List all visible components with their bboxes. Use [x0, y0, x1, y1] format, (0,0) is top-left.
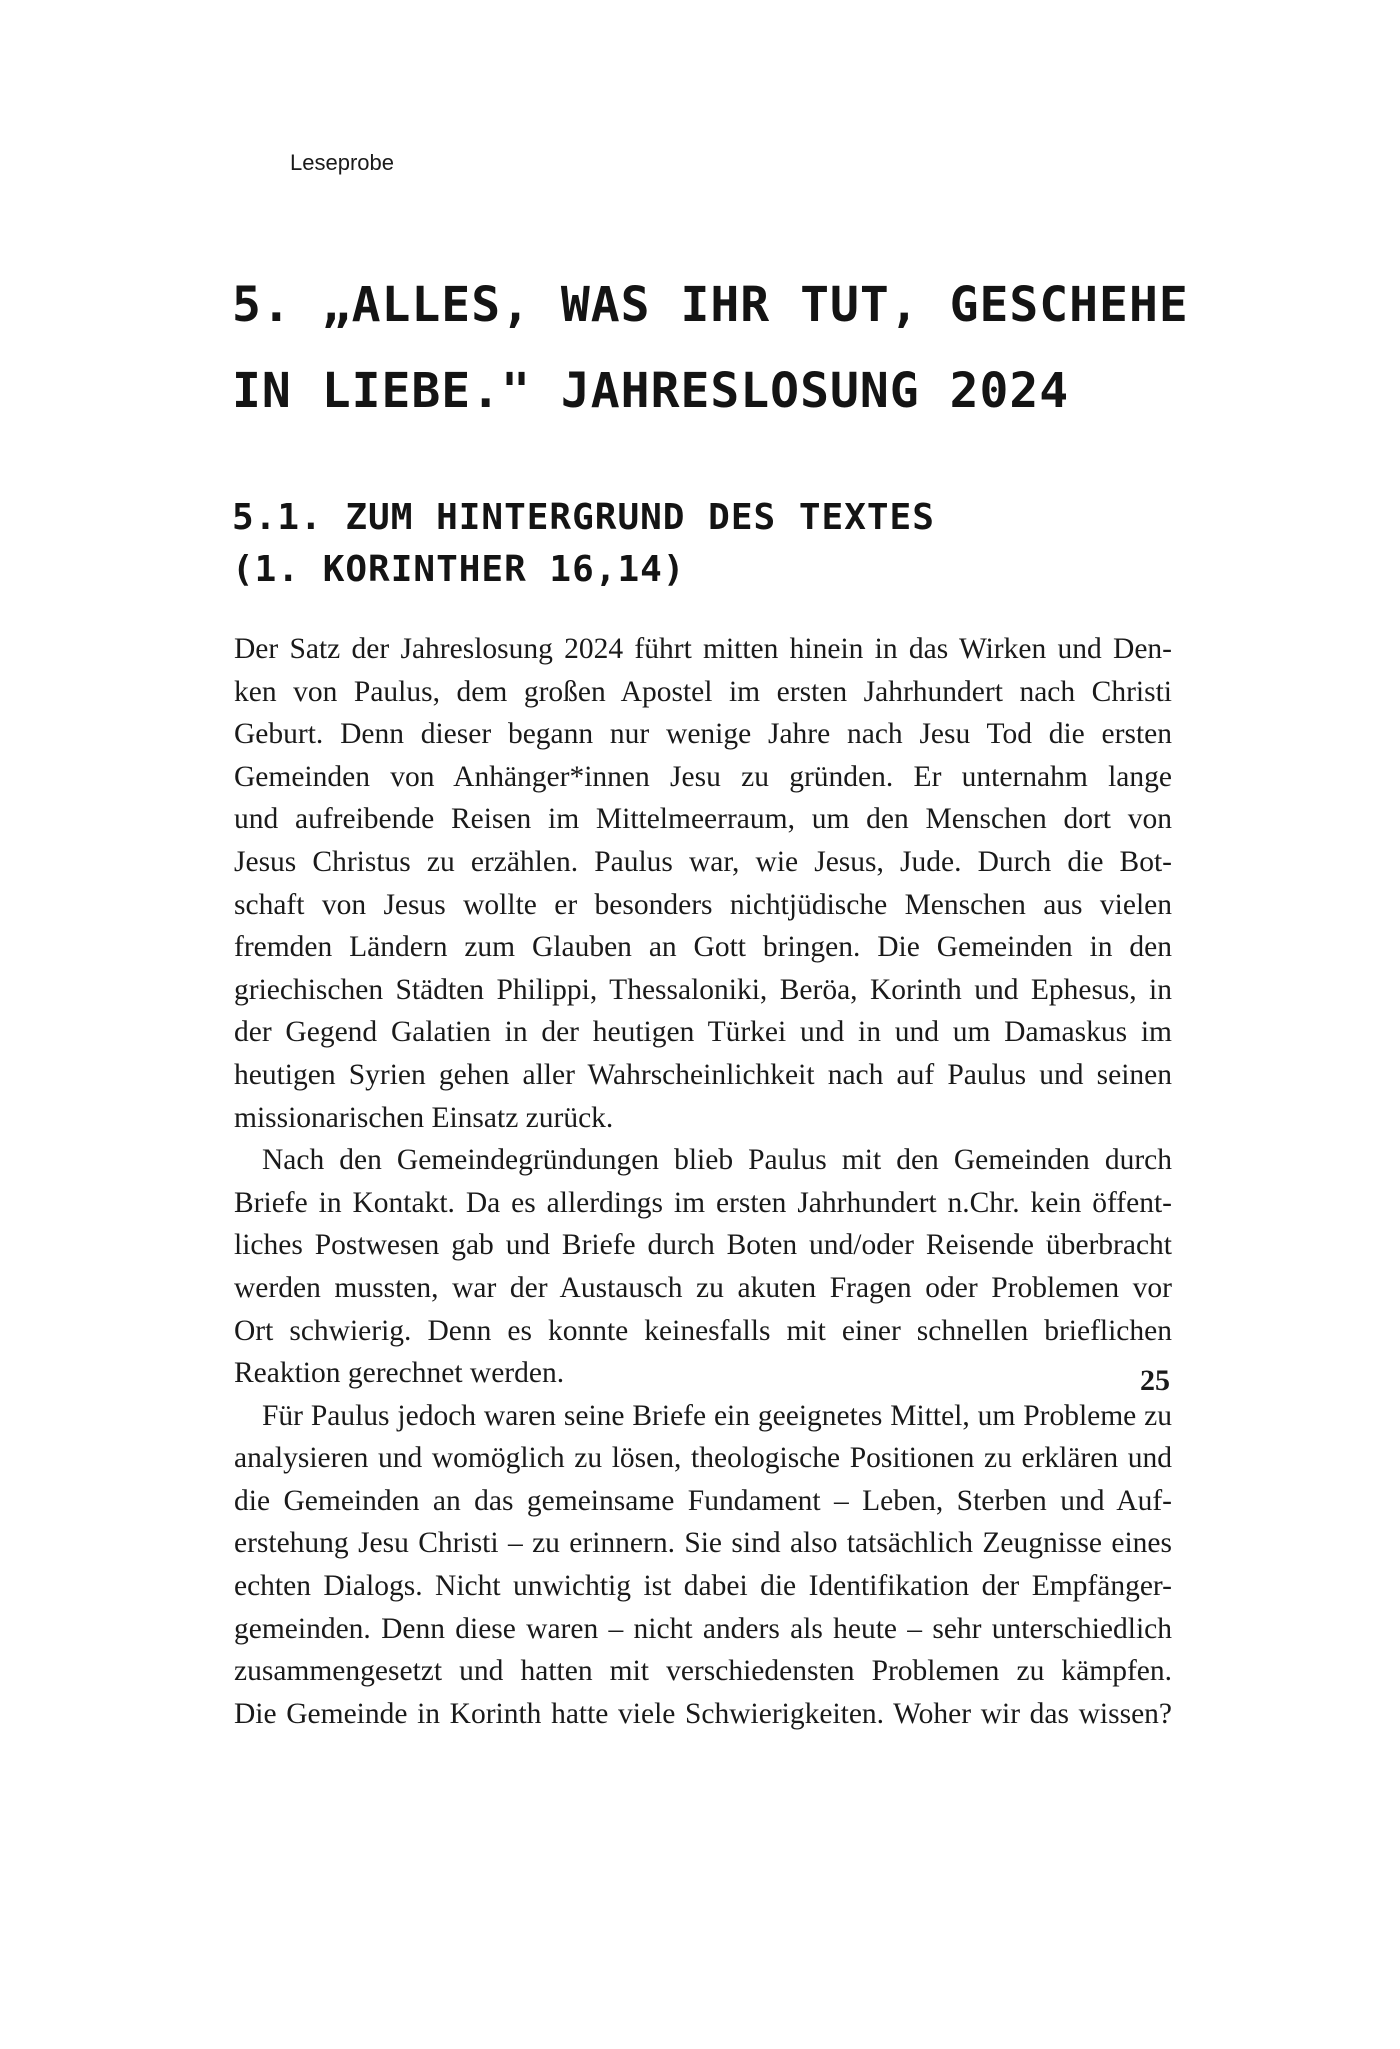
paragraph-line: Gemeinden von Anhänger*innen Jesu zu gründen. Er unternahm lange [234, 760, 1172, 793]
paragraph-line: zusammengesetzt und hatten mit verschiedensten Problemen zu kämpfen. [234, 1655, 1172, 1688]
paragraph-line: Jesus Christus zu erzählen. Paulus war, wie Jesus, Jude. Durch die Bot- [234, 845, 1172, 878]
paragraph-line: Reaktion gerechnet werden. [234, 1357, 565, 1390]
page-number: 25 [1140, 1364, 1170, 1397]
paragraph-line: heutigen Syrien gehen aller Wahrscheinlichkeit nach auf Paulus und seinen [234, 1058, 1172, 1091]
paragraph-line: Nach den Gemeindegründungen blieb Paulus mit den Gemeinden durch [262, 1144, 1172, 1177]
section-title [232, 492, 1192, 596]
paragraph-line: die Gemeinden an das gemeinsame Fundament – Leben, Sterben und Auf- [234, 1484, 1172, 1517]
paragraph-line: werden mussten, war der Austausch zu akuten Fragen oder Problemen vor [234, 1271, 1172, 1304]
paragraph-line: Briefe in Kontakt. Da es allerdings im ersten Jahrhundert n.Chr. kein öffent- [234, 1186, 1172, 1219]
paragraph-line: erstehung Jesu Christi – zu erinnern. Sie sind also tatsächlich Zeugnisse eines [234, 1527, 1172, 1560]
paragraph-line: fremden Ländern zum Glauben an Gott bringen. Die Gemeinden in den [234, 931, 1172, 964]
paragraph-line: Der Satz der Jahreslosung 2024 führt mitten hinein in das Wirken und Den- [234, 633, 1172, 665]
section-title-line-1: 5.1. ZUM HINTERGRUND DES TEXTES [232, 497, 935, 538]
paragraph-line: ken von Paulus, dem großen Apostel im ersten Jahrhundert nach Christi [234, 675, 1172, 708]
chapter-title [232, 262, 1192, 434]
paragraph-line: analysieren und womöglich zu lösen, theologische Positionen zu erklären und [234, 1442, 1172, 1475]
section-title-line-2: (1. KORINTHER 16,14) [232, 549, 686, 590]
paragraph-line: schaft von Jesus wollte er besonders nichtjüdische Menschen aus vielen [234, 888, 1172, 921]
paragraph-2 [234, 1139, 1172, 1395]
paragraph-line: gemeinden. Denn diese waren – nicht anders als heute – sehr unterschiedlich [234, 1612, 1172, 1645]
paragraph-line: Für Paulus jedoch waren seine Briefe ein geeignetes Mittel, um Probleme zu [262, 1399, 1172, 1432]
paragraph-line: Ort schwierig. Denn es konnte keinesfalls mit einer schnellen brieflichen [234, 1314, 1172, 1347]
paragraph-line: griechischen Städten Philippi, Thessaloniki, Beröa, Korinth und Ephesus, in [234, 973, 1172, 1006]
paragraph-line: Die Gemeinde in Korinth hatte viele Schwierigkeiten. Woher wir das wissen? [234, 1697, 1172, 1730]
paragraph-line: missionarischen Einsatz zurück. [234, 1101, 614, 1134]
running-head: Leseprobe [290, 150, 394, 175]
paragraph-line: der Gegend Galatien in der heutigen Türkei und in und um Damaskus im [234, 1016, 1172, 1049]
paragraph-1 [234, 628, 1172, 1139]
paragraph-line: echten Dialogs. Nicht unwichtig ist dabei die Identifikation der Empfänger- [234, 1570, 1172, 1603]
body-text [234, 628, 1172, 1735]
chapter-title-line-1: 5. „ALLES, WAS IHR TUT, GESCHEHE [232, 277, 1189, 333]
paragraph-3 [234, 1395, 1172, 1736]
paragraph-line: und aufreibende Reisen im Mittelmeerraum, um den Menschen dort von [234, 803, 1172, 836]
paragraph-line: liches Postwesen gab und Briefe durch Boten und/oder Reisende überbracht [234, 1229, 1172, 1262]
chapter-title-line-2: IN LIEBE." JAHRESLOSUNG 2024 [232, 363, 1070, 419]
paragraph-line: Geburt. Denn dieser begann nur wenige Jahre nach Jesu Tod die ersten [234, 718, 1172, 751]
